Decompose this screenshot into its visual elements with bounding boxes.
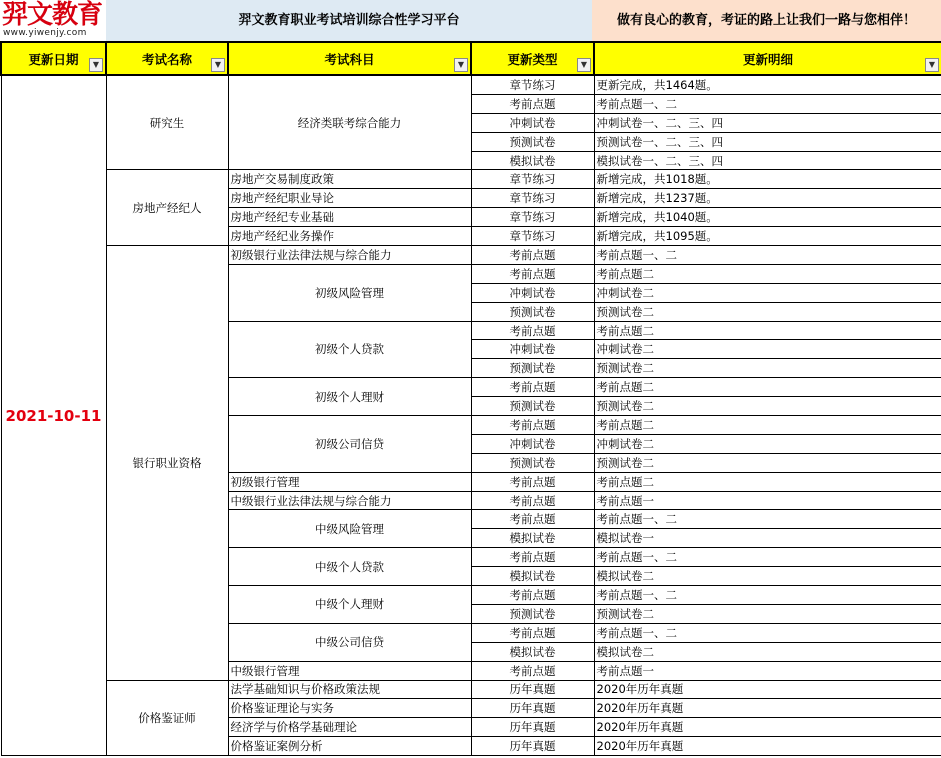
update-detail[interactable]: 新增完成，共1095题。	[594, 227, 941, 246]
exam-name[interactable]: 价格鉴证师	[106, 680, 228, 756]
update-type[interactable]: 章节练习	[471, 170, 594, 189]
dropdown-icon[interactable]: ▼	[577, 58, 591, 72]
subject-name[interactable]: 中级公司信贷	[228, 623, 471, 661]
platform-title: 羿文教育职业考试培训综合性学习平台	[106, 0, 592, 41]
exam-name[interactable]: 房地产经纪人	[106, 170, 228, 246]
update-table	[0, 41, 941, 756]
update-type[interactable]: 预测试卷	[471, 132, 594, 151]
subject-name[interactable]: 房地产经纪业务操作	[228, 227, 471, 246]
update-type[interactable]: 预测试卷	[471, 397, 594, 416]
filter-active-icon[interactable]: ▼	[89, 58, 103, 72]
update-type[interactable]: 历年真题	[471, 737, 594, 756]
logo-url: www.yiwenjy.com	[3, 28, 87, 38]
table-row	[1, 246, 941, 265]
update-type[interactable]: 章节练习	[471, 75, 594, 94]
update-detail[interactable]: 预测试卷二	[594, 359, 941, 378]
table-row	[1, 170, 941, 189]
update-type[interactable]: 模拟试卷	[471, 529, 594, 548]
update-type[interactable]: 预测试卷	[471, 604, 594, 623]
update-type[interactable]: 预测试卷	[471, 359, 594, 378]
top-banner	[0, 0, 941, 41]
update-detail[interactable]: 预测试卷一、二、三、四	[594, 132, 941, 151]
exam-name[interactable]: 银行职业资格	[106, 246, 228, 680]
update-detail[interactable]: 2020年历年真题	[594, 718, 941, 737]
col-header-type: 更新类型 ▼	[471, 42, 594, 75]
update-detail[interactable]: 模拟试卷二	[594, 567, 941, 586]
subject-name[interactable]: 房地产经纪职业导论	[228, 189, 471, 208]
update-type[interactable]: 考前点题	[471, 264, 594, 283]
header-row	[1, 42, 941, 75]
subject-name[interactable]: 价格鉴证理论与实务	[228, 699, 471, 718]
update-detail[interactable]: 冲刺试卷二	[594, 434, 941, 453]
update-detail[interactable]: 新增完成，共1040题。	[594, 208, 941, 227]
update-detail[interactable]: 2020年历年真题	[594, 699, 941, 718]
update-detail[interactable]: 预测试卷二	[594, 604, 941, 623]
subject-name[interactable]: 初级银行管理	[228, 472, 471, 491]
update-type[interactable]: 预测试卷	[471, 302, 594, 321]
update-detail[interactable]: 考前点题一、二	[594, 510, 941, 529]
subject-name[interactable]: 价格鉴证案例分析	[228, 737, 471, 756]
update-detail[interactable]: 冲刺试卷二	[594, 283, 941, 302]
subject-name[interactable]: 初级个人理财	[228, 378, 471, 416]
update-type[interactable]: 模拟试卷	[471, 642, 594, 661]
col-header-date: 更新日期 ▼	[1, 42, 106, 75]
update-type[interactable]: 考前点题	[471, 416, 594, 435]
update-detail[interactable]: 新增完成，共1237题。	[594, 189, 941, 208]
subject-name[interactable]: 中级个人贷款	[228, 548, 471, 586]
subject-name[interactable]: 中级银行管理	[228, 661, 471, 680]
update-type[interactable]: 考前点题	[471, 586, 594, 605]
update-detail[interactable]: 考前点题一	[594, 491, 941, 510]
update-type[interactable]: 历年真题	[471, 680, 594, 699]
update-type[interactable]: 考前点题	[471, 246, 594, 265]
dropdown-icon[interactable]: ▼	[454, 58, 468, 72]
slogan: 做有良心的教育，考证的路上让我们一路与您相伴！	[592, 0, 941, 41]
table-body	[1, 75, 941, 756]
subject-name[interactable]: 初级个人贷款	[228, 321, 471, 378]
update-type[interactable]: 考前点题	[471, 661, 594, 680]
update-type[interactable]: 模拟试卷	[471, 567, 594, 586]
update-type[interactable]: 考前点题	[471, 548, 594, 567]
subject-name[interactable]: 中级风险管理	[228, 510, 471, 548]
update-detail[interactable]: 预测试卷二	[594, 302, 941, 321]
subject-name[interactable]: 中级个人理财	[228, 586, 471, 624]
subject-name[interactable]: 经济类联考综合能力	[228, 75, 471, 170]
update-detail[interactable]: 冲刺试卷一、二、三、四	[594, 113, 941, 132]
update-detail[interactable]: 模拟试卷一、二、三、四	[594, 151, 941, 170]
exam-name[interactable]: 研究生	[106, 75, 228, 170]
update-detail[interactable]: 2020年历年真题	[594, 680, 941, 699]
update-detail[interactable]: 新增完成，共1018题。	[594, 170, 941, 189]
subject-name[interactable]: 中级银行业法律法规与综合能力	[228, 491, 471, 510]
update-type[interactable]: 考前点题	[471, 472, 594, 491]
update-detail[interactable]: 考前点题二	[594, 472, 941, 491]
update-date[interactable]: 2021-10-11	[1, 75, 106, 756]
update-type[interactable]: 冲刺试卷	[471, 434, 594, 453]
update-type[interactable]: 考前点题	[471, 321, 594, 340]
col-header-exam: 考试名称 ▼	[106, 42, 228, 75]
update-detail[interactable]: 考前点题一、二	[594, 586, 941, 605]
subject-name[interactable]: 房地产交易制度政策	[228, 170, 471, 189]
update-detail[interactable]: 模拟试卷二	[594, 642, 941, 661]
col-header-detail: 更新明细 ▼	[594, 42, 941, 75]
table-row	[1, 75, 941, 94]
update-detail[interactable]: 考前点题一、二	[594, 548, 941, 567]
update-type[interactable]: 历年真题	[471, 718, 594, 737]
update-detail[interactable]: 预测试卷二	[594, 397, 941, 416]
subject-name[interactable]: 经济学与价格学基础理论	[228, 718, 471, 737]
dropdown-icon[interactable]: ▼	[925, 58, 939, 72]
update-detail[interactable]: 更新完成，共1464题。	[594, 75, 941, 94]
subject-name[interactable]: 初级公司信贷	[228, 416, 471, 473]
update-type[interactable]: 冲刺试卷	[471, 113, 594, 132]
col-header-subject: 考试科目 ▼	[228, 42, 471, 75]
update-detail[interactable]: 考前点题一、二	[594, 94, 941, 113]
update-detail[interactable]: 考前点题二	[594, 378, 941, 397]
update-detail[interactable]: 冲刺试卷二	[594, 340, 941, 359]
update-type[interactable]: 历年真题	[471, 699, 594, 718]
subject-name[interactable]: 房地产经纪专业基础	[228, 208, 471, 227]
update-type[interactable]: 章节练习	[471, 208, 594, 227]
update-detail[interactable]: 考前点题一、二	[594, 246, 941, 265]
update-detail[interactable]: 考前点题一	[594, 661, 941, 680]
update-type[interactable]: 预测试卷	[471, 453, 594, 472]
update-type[interactable]: 考前点题	[471, 378, 594, 397]
update-type[interactable]: 冲刺试卷	[471, 340, 594, 359]
update-detail[interactable]: 考前点题二	[594, 321, 941, 340]
update-type[interactable]: 冲刺试卷	[471, 283, 594, 302]
update-type[interactable]: 章节练习	[471, 189, 594, 208]
subject-name[interactable]: 初级银行业法律法规与综合能力	[228, 246, 471, 265]
update-detail[interactable]: 2020年历年真题	[594, 737, 941, 756]
update-type[interactable]: 考前点题	[471, 510, 594, 529]
update-type[interactable]: 考前点题	[471, 491, 594, 510]
update-detail[interactable]: 考前点题二	[594, 264, 941, 283]
dropdown-icon[interactable]: ▼	[211, 58, 225, 72]
logo[interactable]	[0, 0, 106, 41]
table-row	[1, 680, 941, 699]
update-type[interactable]: 章节练习	[471, 227, 594, 246]
update-detail[interactable]: 考前点题二	[594, 416, 941, 435]
logo-text: 羿文教育	[2, 0, 103, 30]
update-type[interactable]: 考前点题	[471, 94, 594, 113]
update-detail[interactable]: 考前点题一、二	[594, 623, 941, 642]
update-detail[interactable]: 预测试卷二	[594, 453, 941, 472]
subject-name[interactable]: 法学基础知识与价格政策法规	[228, 680, 471, 699]
update-type[interactable]: 考前点题	[471, 623, 594, 642]
subject-name[interactable]: 初级风险管理	[228, 264, 471, 321]
update-detail[interactable]: 模拟试卷一	[594, 529, 941, 548]
update-type[interactable]: 模拟试卷	[471, 151, 594, 170]
